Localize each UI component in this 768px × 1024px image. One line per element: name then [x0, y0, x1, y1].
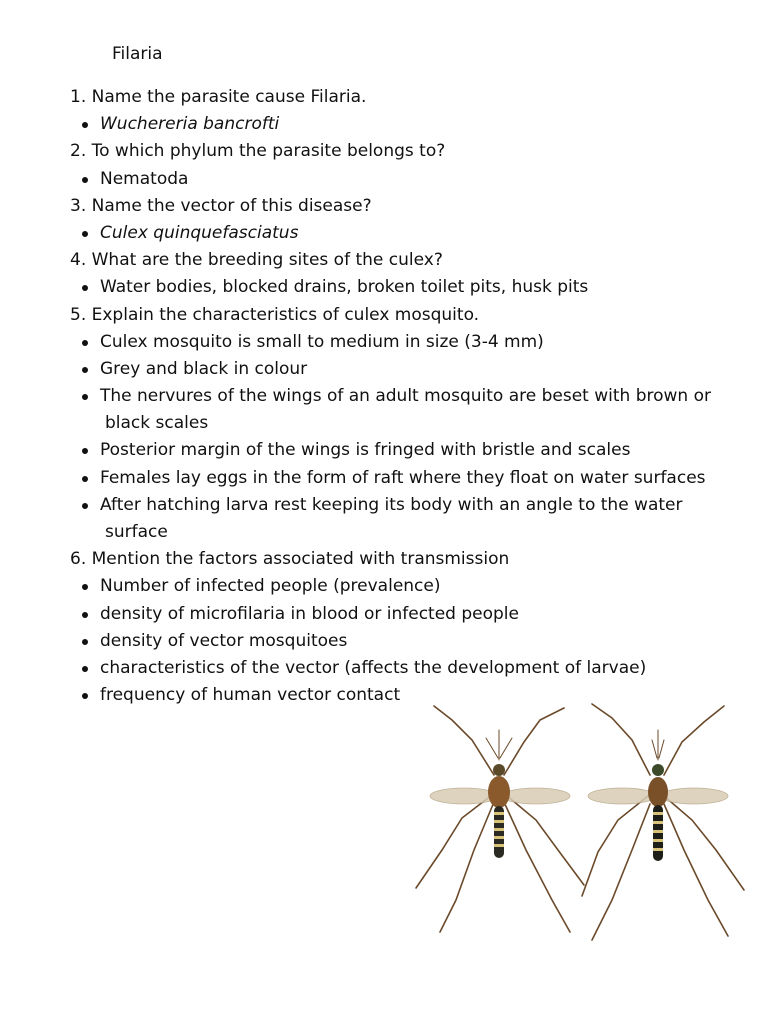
bullet-item: [70, 601, 750, 628]
line-text: Culex quinquefasciatus: [100, 222, 299, 243]
bullet-item: [70, 220, 750, 247]
document-body: [70, 84, 750, 709]
bullet-dot-icon: [82, 122, 88, 128]
line-text: After hatching larva rest keeping its body with an angle to the water: [100, 494, 683, 515]
bullet-item: [70, 166, 750, 193]
mosquito-right-icon: [582, 704, 744, 940]
line-text: Number of infected people (prevalence): [100, 576, 441, 597]
question-line: [70, 84, 750, 111]
line-text: Wuchereria bancrofti: [100, 114, 280, 135]
line-text: frequency of human vector contact: [100, 685, 401, 706]
bullet-continuation: [70, 519, 750, 546]
bullet-dot-icon: [82, 231, 88, 237]
bullet-item: [70, 465, 750, 492]
bullet-dot-icon: [82, 394, 88, 400]
bullet-dot-icon: [82, 639, 88, 645]
line-text: Posterior margin of the wings is fringed with bristle and scales: [100, 440, 631, 461]
bullet-dot-icon: [82, 177, 88, 183]
page-title: Filaria: [112, 44, 163, 64]
line-text: Females lay eggs in the form of raft where they float on water surfaces: [100, 467, 706, 488]
bullet-dot-icon: [82, 340, 88, 346]
line-text: 4. What are the breeding sites of the culex?: [70, 250, 443, 271]
line-text: 1. Name the parasite cause Filaria.: [70, 87, 367, 107]
bullet-dot-icon: [82, 448, 88, 454]
line-text: The nervures of the wings of an adult mosquito are beset with brown or: [100, 386, 711, 407]
line-text: black scales: [105, 413, 209, 434]
line-text: density of microfilaria in blood or infected people: [100, 603, 519, 624]
bullet-item: [70, 573, 750, 600]
bullet-item: [70, 356, 750, 383]
line-text: Nematoda: [100, 168, 189, 189]
bullet-dot-icon: [82, 285, 88, 291]
bullet-item: [70, 628, 750, 655]
bullet-dot-icon: [82, 367, 88, 373]
line-text: surface: [105, 522, 168, 542]
bullet-dot-icon: [82, 503, 88, 509]
bullet-item: [70, 437, 750, 464]
bullet-item: [70, 383, 750, 410]
question-line: [70, 247, 750, 274]
question-line: [70, 193, 750, 220]
bullet-item: [70, 492, 750, 519]
mosquito-left-icon: [416, 706, 584, 932]
line-text: density of vector mosquitoes: [100, 630, 348, 651]
line-text: 2. To which phylum the parasite belongs to?: [70, 141, 446, 162]
line-text: Water bodies, blocked drains, broken toilet pits, husk pits: [100, 277, 589, 298]
bullet-dot-icon: [82, 612, 88, 618]
bullet-item: [70, 655, 750, 682]
line-text: Grey and black in colour: [100, 358, 308, 379]
bullet-dot-icon: [82, 584, 88, 590]
bullet-item: [70, 111, 750, 138]
line-text: 6. Mention the factors associated with transmission: [70, 549, 510, 570]
line-text: characteristics of the vector (affects the development of larvae): [100, 657, 647, 678]
bullet-continuation: [70, 410, 750, 437]
question-line: [70, 546, 750, 573]
question-line: [70, 138, 750, 165]
question-line: [70, 302, 750, 329]
mosquito-illustration-icon: [412, 700, 748, 950]
bullet-item: [70, 329, 750, 356]
line-text: Culex mosquito is small to medium in size (3-4 mm): [100, 331, 544, 352]
line-text: 5. Explain the characteristics of culex mosquito.: [70, 304, 480, 325]
bullet-item: [70, 274, 750, 301]
bullet-dot-icon: [82, 476, 88, 482]
mosquito-figure: [412, 700, 748, 950]
bullet-dot-icon: [82, 666, 88, 672]
bullet-dot-icon: [82, 693, 88, 699]
line-text: 3. Name the vector of this disease?: [70, 195, 372, 216]
